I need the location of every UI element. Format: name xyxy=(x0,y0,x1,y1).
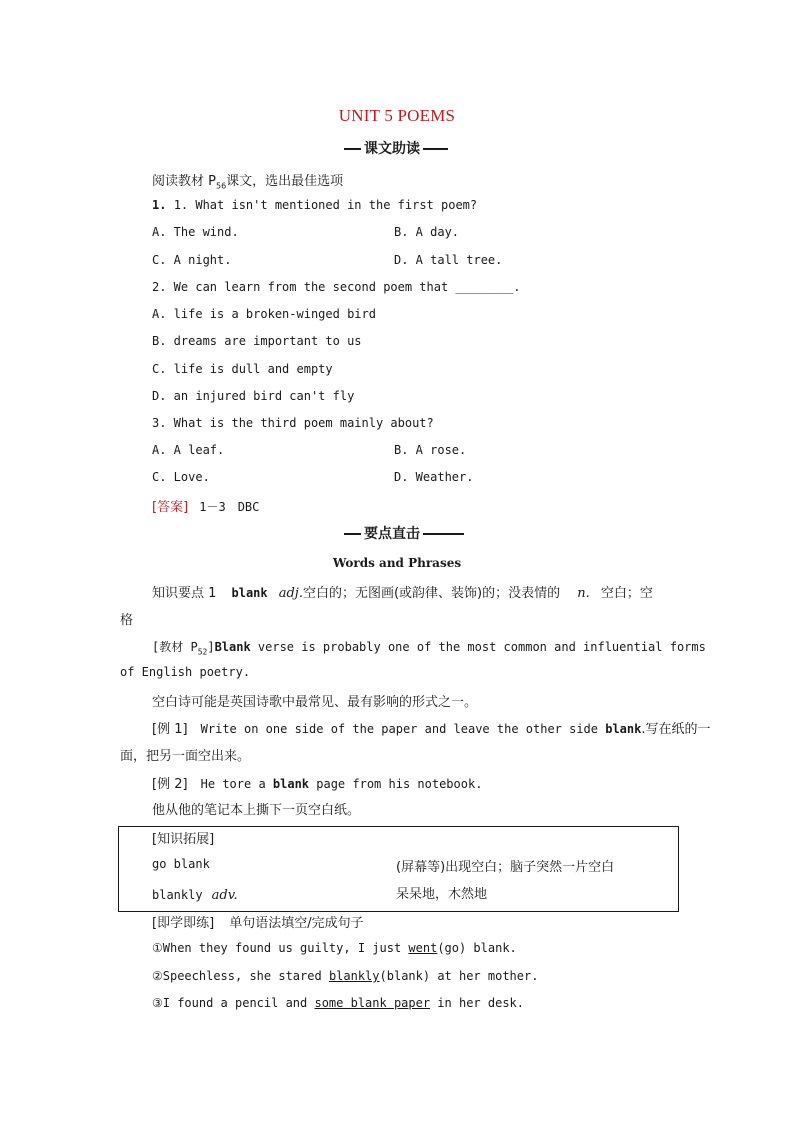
source-translation: 空白诗可能是英国诗歌中最常见、最有影响的形式之一。 xyxy=(152,695,478,710)
key-point-label: 知识要点 1 xyxy=(152,586,217,601)
subheading: Words and Phrases xyxy=(332,556,462,570)
question-2: 2. We can learn from the second poem that ________. xyxy=(152,280,521,294)
example-2: [例 2] He tore a blank page from his notebook. xyxy=(152,777,483,792)
page-title: UNIT 5 POEMS xyxy=(338,106,456,125)
box-phrase: blankly adv. xyxy=(152,888,238,903)
textbook-source-cont: of English poetry. xyxy=(120,665,251,679)
example-1: [例 1] Write on one side of the paper and leave the other side blank.写在纸的一 xyxy=(152,722,711,737)
option: D. an injured bird can't fly xyxy=(152,389,355,403)
practice-item-3: ③I found a pencil and some blank paper in her desk. xyxy=(152,996,524,1010)
answer-line xyxy=(152,496,259,515)
practice-item-1: ①When they found us guilty, I just went(go) blank. xyxy=(152,941,517,955)
practice-heading: [即学即练] 单句语法填空/完成句子 xyxy=(152,916,364,931)
key-word: blank xyxy=(231,586,268,600)
option: B. A day. xyxy=(394,225,460,239)
option: A. life is a broken-winged bird xyxy=(152,307,376,321)
question-1: 1. 1. What isn't mentioned in the first poem? xyxy=(152,198,478,212)
option: B. A rose. xyxy=(394,443,467,457)
option: A. The wind. xyxy=(152,225,239,239)
key-point-heading: 知识要点 1 blank adj.空白的；无图画(或韵律、装饰)的；没表情的 n. 空白；空 xyxy=(152,586,653,601)
box-phrase-meaning: 呆呆地，木然地 xyxy=(396,887,488,902)
box-phrase-meaning: (屏幕等)出现空白；脑子突然一片空白 xyxy=(396,860,615,875)
option: D. A tall tree. xyxy=(394,253,503,267)
section-banner-keypoints xyxy=(344,525,464,543)
practice-answer: blankly xyxy=(328,969,380,983)
option: C. Love. xyxy=(152,470,210,484)
example-2-translation: 他从他的笔记本上撕下一页空白纸。 xyxy=(152,803,361,818)
section-heading: 课文助读 xyxy=(361,140,423,158)
textbook-source: [教材 $P_{52}]Blank$ verse is probably one of the most common and influential forms xyxy=(152,640,706,657)
answer-tag: [答案] xyxy=(152,500,189,515)
option: C. life is dull and empty xyxy=(152,362,333,376)
practice-answer: went xyxy=(408,941,438,955)
practice-answer: some blank paper xyxy=(314,996,431,1010)
instruction: 阅读教材 $P_{56}$课文，选出最佳选项 xyxy=(152,174,344,191)
answer-text: 1－3 DBC xyxy=(199,500,260,514)
option: C. A night. xyxy=(152,253,232,267)
box-phrase: go blank xyxy=(152,857,210,871)
question-text: 1. What isn't mentioned in the first poem? xyxy=(173,198,478,212)
box-title: [知识拓展] xyxy=(152,832,215,847)
option: B. dreams are important to us xyxy=(152,334,362,348)
section-banner-reading xyxy=(344,140,448,158)
option: D. Weather. xyxy=(394,470,474,484)
practice-item-2: ②Speechless, she stared blankly(blank) at her mother. xyxy=(152,969,539,983)
question-3: 3. What is the third poem mainly about? xyxy=(152,416,434,430)
option: A. A leaf. xyxy=(152,443,225,457)
section-heading: 要点直击 xyxy=(361,525,423,543)
example-1-cont: 面，把另一面空出来。 xyxy=(120,749,251,764)
key-point-def-cont: 格 xyxy=(120,613,134,628)
